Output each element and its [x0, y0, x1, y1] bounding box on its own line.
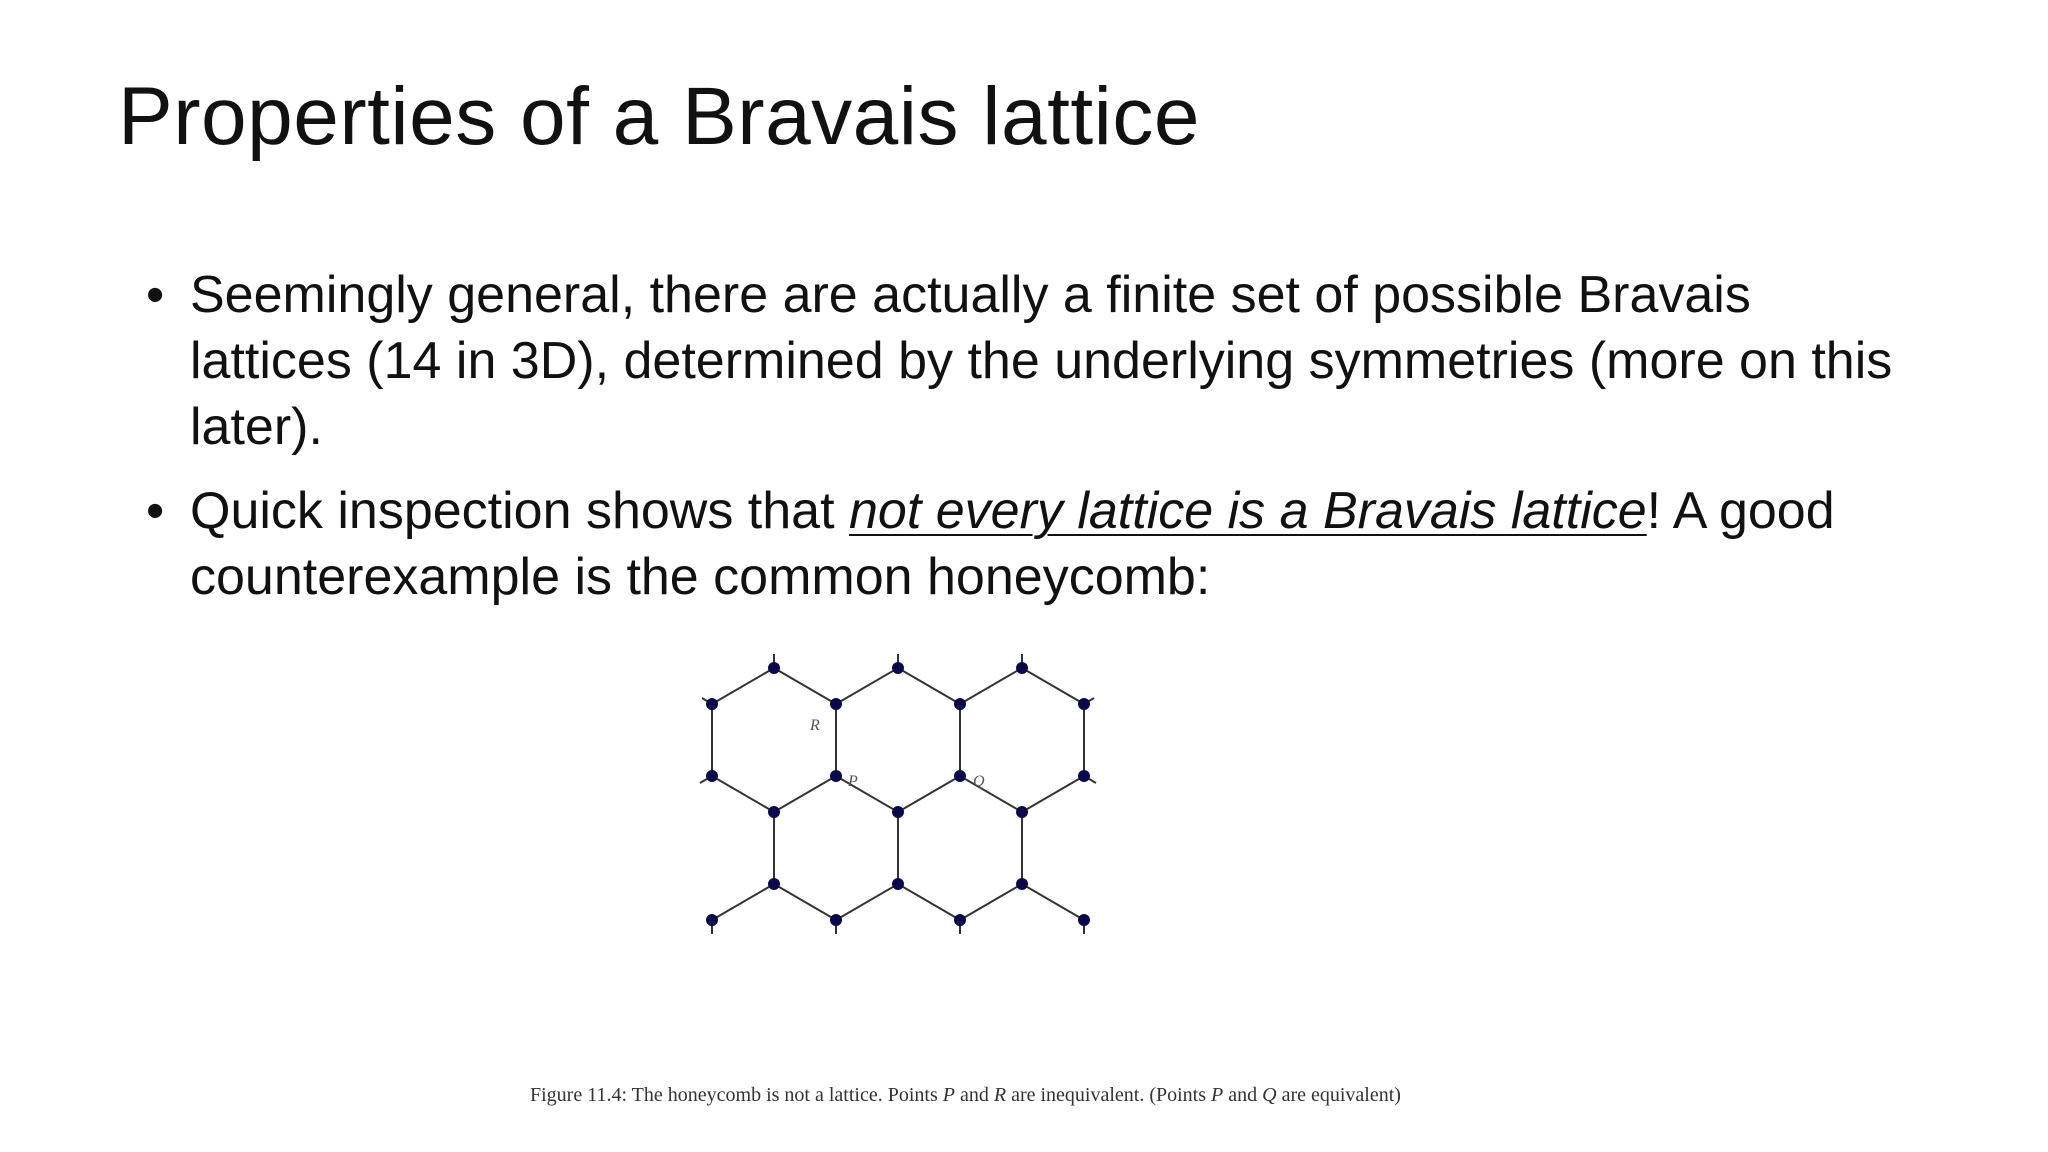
lattice-point — [830, 770, 842, 782]
lattice-bond — [774, 668, 836, 704]
lattice-point — [1078, 914, 1090, 926]
lattice-bond — [712, 884, 774, 920]
lattice-bond — [960, 668, 1022, 704]
lattice-bond — [898, 884, 960, 920]
bullet-item — [146, 262, 1906, 460]
lattice-bond — [960, 776, 1022, 812]
caption-text: and — [1223, 1084, 1263, 1106]
lattice-bond — [1022, 884, 1084, 920]
caption-text: are inequivalent. (Points — [1006, 1084, 1212, 1106]
lattice-point — [830, 914, 842, 926]
lattice-point — [1016, 662, 1028, 674]
caption-text: and — [954, 1084, 994, 1106]
bullet-dot-icon: • — [146, 482, 165, 540]
figure-caption — [530, 1082, 1470, 1109]
lattice-point — [892, 806, 904, 818]
caption-text: are equivalent) — [1276, 1084, 1401, 1106]
lattice-point — [954, 914, 966, 926]
lattice-point — [892, 878, 904, 890]
lattice-point — [1078, 698, 1090, 710]
lattice-point — [1016, 806, 1028, 818]
caption-symbol: P — [942, 1084, 955, 1106]
bullet-text: Seemingly general, there are actually a finite set of possible Bravais lattices (14 in 3D), determined by the underlying symmetries (more on this later). — [190, 266, 1893, 456]
point-label-q: Q — [973, 773, 985, 790]
caption-symbol: P — [1211, 1084, 1224, 1106]
bullet-item — [146, 478, 1906, 610]
honeycomb-figure — [690, 652, 1110, 962]
lattice-point — [1016, 878, 1028, 890]
lattice-point — [706, 914, 718, 926]
bullet-list — [146, 262, 1906, 628]
lattice-bond — [1022, 668, 1084, 704]
caption-text: Figure 11.4: The honeycomb is not a lattice. Points — [530, 1084, 943, 1106]
lattice-point — [706, 770, 718, 782]
lattice-bond — [836, 668, 898, 704]
bullet-text-before: Quick inspection shows that — [190, 482, 849, 540]
lattice-bond — [898, 668, 960, 704]
honeycomb-diagram — [690, 652, 1110, 962]
slide-title: Properties of a Bravais lattice — [118, 71, 1200, 162]
lattice-bond — [836, 776, 898, 812]
caption-symbol: Q — [1262, 1084, 1277, 1106]
lattice-point — [768, 878, 780, 890]
bullet-text-after: ! A good counterexample is the common honeycomb: — [190, 482, 1835, 606]
lattice-bond — [712, 776, 774, 812]
lattice-bond — [774, 776, 836, 812]
lattice-point — [892, 662, 904, 674]
point-label-p: P — [848, 773, 858, 790]
lattice-point — [830, 698, 842, 710]
caption-symbol: R — [993, 1084, 1007, 1106]
lattice-point — [954, 698, 966, 710]
lattice-point — [706, 698, 718, 710]
bullet-dot-icon: • — [146, 266, 165, 324]
lattice-bond — [712, 668, 774, 704]
lattice-bond — [774, 884, 836, 920]
lattice-point — [768, 806, 780, 818]
lattice-point — [954, 770, 966, 782]
lattice-bond — [960, 884, 1022, 920]
lattice-point — [1078, 770, 1090, 782]
lattice-bond — [898, 776, 960, 812]
lattice-point — [768, 662, 780, 674]
lattice-bond — [1022, 776, 1084, 812]
lattice-bond — [836, 884, 898, 920]
point-label-r: R — [810, 717, 820, 734]
bullet-emphasis: not every lattice is a Bravais lattice — [849, 482, 1647, 540]
